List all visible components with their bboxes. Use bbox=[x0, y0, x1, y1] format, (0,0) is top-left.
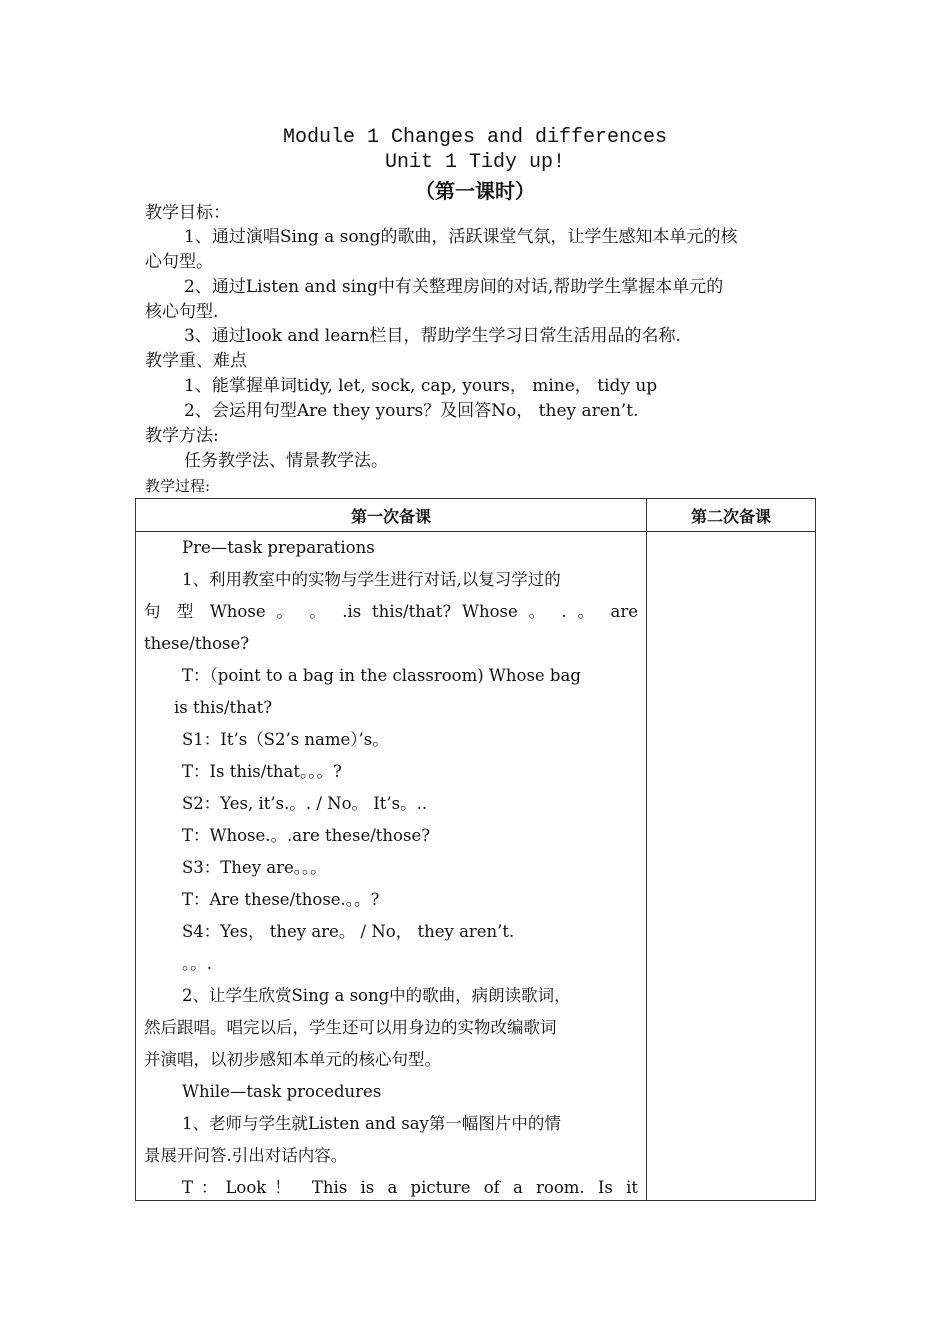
keypoint-1: 1、能掌握单词tidy, let, sock, cap, yours， mine， tidy up bbox=[184, 376, 658, 396]
second-prep-cell bbox=[647, 532, 816, 1201]
section-heading: While—task procedures bbox=[182, 1082, 382, 1101]
lesson-plan-table bbox=[135, 498, 816, 1201]
step-line: 1、利用教室中的实物与学生进行对话,以复习学过的 bbox=[182, 570, 561, 589]
first-prep-header: 第一次备课 bbox=[136, 499, 647, 532]
dialogue-line: 。。. bbox=[182, 954, 212, 973]
keypoints-heading: 教学重、难点 bbox=[145, 351, 247, 371]
dialogue-line: T：Look！ This is a picture of a room. Is it bbox=[182, 1178, 638, 1197]
step-line: 1、老师与学生就Listen and say第一幅图片中的情 bbox=[182, 1114, 561, 1133]
keypoint-2: 2、会运用句型Are they yours？及回答No， they aren’t. bbox=[184, 401, 639, 421]
lesson-title: （第一课时） bbox=[415, 179, 535, 203]
step-line: 然后跟唱。唱完以后，学生还可以用身边的实物改编歌词 bbox=[144, 1018, 557, 1037]
dialogue-line: S1：It’s（S2’s name）’s。 bbox=[182, 730, 389, 749]
dialogue-line: T：Is this/that。。。? bbox=[182, 762, 342, 781]
dialogue-line: T：（point to a bag in the classroom) Whose bag bbox=[182, 666, 581, 685]
step-line: these/those? bbox=[144, 634, 250, 653]
objective-1a: 1、通过演唱Sing a song的歌曲，活跃课堂气氛，让学生感知本单元的核 bbox=[184, 227, 738, 247]
objective-1b: 心句型。 bbox=[145, 252, 213, 272]
dialogue-line: S3：They are。。。 bbox=[182, 858, 327, 877]
objectives-heading: 教学目标： bbox=[145, 203, 230, 223]
unit-title: Unit 1 Tidy up! bbox=[384, 151, 566, 174]
methods-heading: 教学方法: bbox=[145, 426, 219, 446]
dialogue-line: T：Are these/those.。。? bbox=[182, 890, 380, 909]
dialogue-line: S2：Yes, it’s.。. / No。 It’s。.. bbox=[182, 794, 428, 813]
first-prep-cell bbox=[136, 532, 647, 1201]
section-heading: Pre—task preparations bbox=[182, 538, 375, 557]
step-line: 并演唱，以初步感知本单元的核心句型。 bbox=[144, 1050, 441, 1069]
dialogue-line: is this/that? bbox=[174, 698, 273, 717]
dialogue-line: T：Whose.。.are these/those? bbox=[182, 826, 431, 845]
module-title: Module 1 Changes and differences bbox=[282, 126, 668, 149]
step-line: 景展开问答.引出对话内容。 bbox=[144, 1146, 348, 1165]
dialogue-line: S4：Yes， they are。 / No， they aren’t. bbox=[182, 922, 515, 941]
step-line: 句 型 Whose 。 。 .is this/that? Whose 。 . 。 are bbox=[144, 602, 638, 621]
objective-2a: 2、通过Listen and sing中有关整理房间的对话,帮助学生掌握本单元的 bbox=[184, 277, 724, 297]
methods-text: 任务教学法、情景教学法。 bbox=[184, 451, 388, 471]
objective-3: 3、通过look and learn栏目，帮助学生学习日常生活用品的名称. bbox=[184, 326, 681, 346]
second-prep-header: 第二次备课 bbox=[647, 499, 816, 532]
step-line: 2、让学生欣赏Sing a song中的歌曲，病朗读歌词， bbox=[182, 986, 571, 1005]
objective-2b: 核心句型. bbox=[145, 302, 219, 322]
process-heading: 教学过程: bbox=[145, 477, 211, 495]
